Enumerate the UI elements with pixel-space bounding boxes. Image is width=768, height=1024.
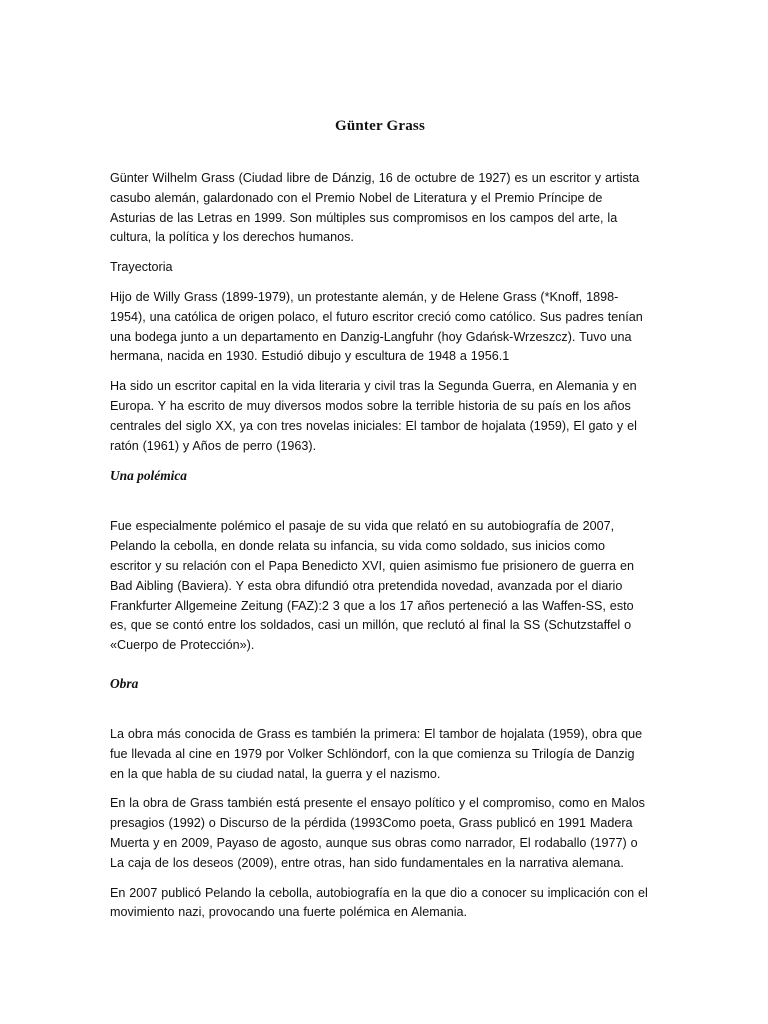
- paragraph-obra-1: La obra más conocida de Grass es también la primera: El tambor de hojalata (1959), obra que fue llevada al cine en 1979 por Volker Schlöndorf, con la que comienza su Trilogía de Danzig en la que habla de su ciudad natal, la guerra y el nazismo.: [110, 726, 643, 781]
- section-heading-trayectoria: Trayectoria: [110, 260, 173, 275]
- document-title: Günter Grass: [334, 118, 426, 134]
- section-heading-polemica: Una polémica: [110, 468, 187, 484]
- paragraph-polemica-1: Fue especialmente polémico el pasaje de su vida que relató en su autobiografía de 2007, Pelando la cebolla, en donde relata su infancia, su vida como soldado, sus inicios como escritor y su relación con el Papa Benedicto XVI, quien asimismo fue prisionero de guerra en Bad Aibling (Baviera). Y esta obra difundió otra pretendida novedad, avanzada por el diario Frankfurter Allgemeine Zeitung (FAZ):2 3 que a los 17 años perteneció a las Waffen-SS, esto es, que se contó entre los soldados, casi un millón, que reclutó al final la SS (Schutzstaffel o «Cuerpo de Protección»).: [110, 519, 635, 653]
- paragraph-obra-3: En 2007 publicó Pelando la cebolla, autobiografía en la que dio a conocer su implicación con el movimiento nazi, provocando una fuerte polémica en Alemania.: [110, 885, 648, 920]
- document-body: [110, 115, 650, 933]
- paragraph-trayectoria-1: Hijo de Willy Grass (1899-1979), un protestante alemán, y de Helene Grass (*Knoff, 1898-1954), una católica de origen polaco, el futuro escritor creció como católico. Sus padres tenían una bodega junto a un departamento en Danzig-Langfuhr (hoy Gdańsk-Wrzeszcz). Tuvo una hermana, nacida en 1930. Estudió dibujo y escultura de 1948 a 1956.1: [110, 289, 643, 364]
- paragraph-obra-2: En la obra de Grass también está presente el ensayo político y el compromiso, como en Malos presagios (1992) o Discurso de la pérdida (1993Como poeta, Grass publicó en 1991 Madera Muerta y en 2009, Payaso de agosto, aunque sus obras como narrador, El rodaballo (1977) o La caja de los deseos (2009), entre otras, han sido fundamentales en la narrativa alemana.: [110, 796, 645, 870]
- section-heading-obra: Obra: [110, 675, 139, 691]
- intro-paragraph: Günter Wilhelm Grass (Ciudad libre de Dánzig, 16 de octubre de 1927) es un escritor y artista casubo alemán, galardonado con el Premio Nobel de Literatura y el Premio Príncipe de Asturias de las Letras en 1999. Son múltiples sus compromisos en los campos del arte, la cultura, la política y los derechos humanos.: [110, 171, 640, 245]
- paragraph-trayectoria-2: Ha sido un escritor capital en la vida literaria y civil tras la Segunda Guerra, en Alemania y en Europa. Y ha escrito de muy diversos modos sobre la terrible historia de su país en los años centrales del siglo XX, ya con tres novelas iniciales: El tambor de hojalata (1959), El gato y el ratón (1961) y Años de perro (1963).: [110, 379, 637, 453]
